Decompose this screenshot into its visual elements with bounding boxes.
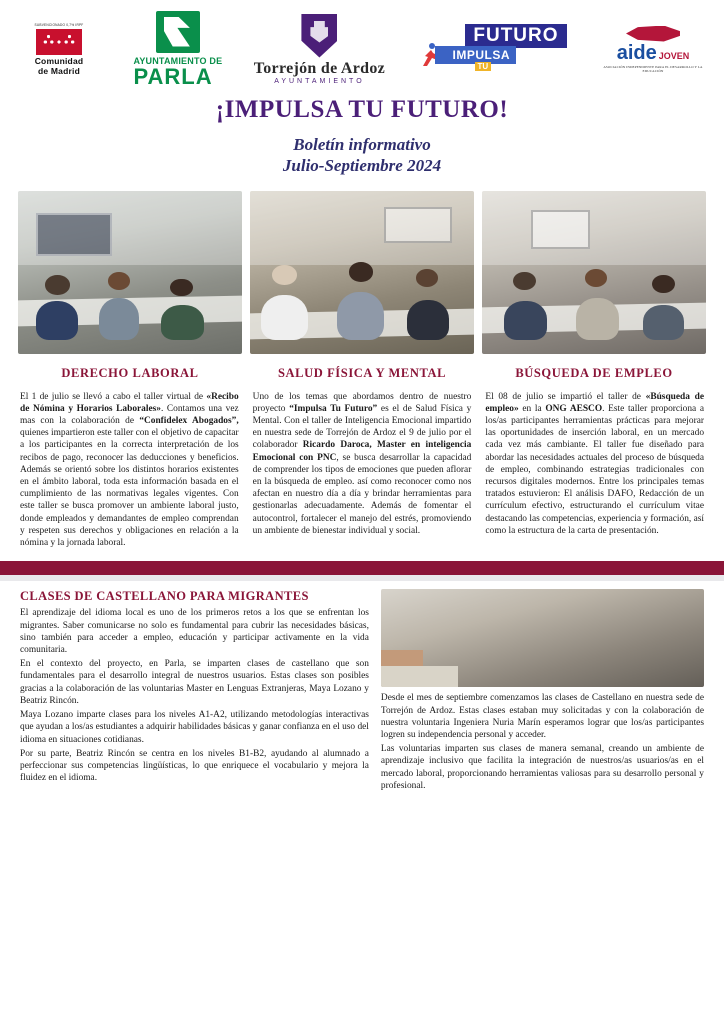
aide-joven-label: JOVEN [658,50,690,61]
madrid-flag-icon [36,29,82,55]
subtitle-line-1: Boletín informativo [293,135,431,154]
parla-label-ayuntamiento: AYUNTAMIENTO DE [133,55,223,66]
photo-busqueda-empleo [482,191,706,354]
article-body-busqueda-empleo: El 08 de julio se impartió el taller de «Búsqueda de empleo» en la ONG AESCO. Este taller proporciona a los/as participantes herramientas prácticas para mejorar las oportunidades de inserción laboral, en un mercado cada vez más cambiante. El taller fue diseñado para abordar las necesidades actuales del proceso de búsqueda de empleo, combinando estrategias tradicionales con recursos digitales modernos. Entre los principales temas tratados estuvieron: El análisis DAFO, Redacción de un currículum efectivo, estructurando el currículum vitae destacando las competencias, experiencia y formación, así como la estructura de la carta de presentación. [485,391,705,536]
bottom-right-column [381,589,704,794]
bottom-section-heading: CLASES DE CASTELLANO PARA MIGRANTES [20,589,309,604]
section-heading-derecho-laboral: DERECHO LABORAL [61,365,199,380]
photo-clase-castellano [381,589,704,687]
impulsa-impulsa-text: IMPULSA [435,46,517,64]
aide-name: aide [616,41,657,64]
section-heading-salud: SALUD FÍSICA Y MENTAL [277,365,447,380]
logo-bar [0,0,724,92]
aide-fish-icon [626,26,680,42]
photo-salud-fisica-mental [250,191,474,354]
bottom-right-paragraph-2: Las voluntarias imparten sus clases de manera semanal, creando un ambiente de aprendizaje inclusivo que facilita la integración de nuestros/as usuarios/as en el mercado laboral, proporcionando herramientas valiosas para su desarrollo personal y profesional. [380,744,704,791]
parla-label-name: PARLA [133,63,213,89]
logo-torrejon-de-ardoz [254,14,385,85]
section-headings-row [0,366,724,381]
parla-emblem-icon [156,11,200,53]
logo-impulsa-tu-futuro [417,22,567,76]
aide-subtitle: ASOCIACIÓN INDEPENDIENTE PARA EL DESARROLLO Y LA EDUCACIÓN [603,64,703,73]
photo-row [0,191,724,354]
torrejon-name: Torrejón de Ardoz [253,59,386,77]
impulsa-futuro-text: FUTURO [465,24,566,48]
photo-derecho-laboral [18,191,242,354]
page-title: ¡IMPULSA TU FUTURO! [215,96,509,123]
comunidad-name-line1: Comunidad [34,55,84,66]
impulsa-tu-text: TU [475,62,492,71]
bottom-section [0,581,724,794]
maroon-divider [0,561,724,575]
bottom-left-paragraph-4: Por su parte, Beatriz Rincón se centra en los niveles B1-B2, ayudando al alumnado a perfeccionar sus competencias lingüísticas, lo que enriquece el vocabulario y mejora la fluidez en el idioma. [20,748,369,784]
bottom-left-paragraph-2: En el contexto del proyecto, en Parla, se imparten clases de castellano que son fundamentales para el desarrollo integral de nuestros usuarios. Estas clases son posibles gracias a la colaboración de las voluntarias Master en Lenguas Extranjeras, Maya Lozano y Beatriz Rincón. [20,659,369,706]
bottom-left-column [20,589,369,794]
article-body-derecho-laboral: El 1 de julio se llevó a cabo el taller virtual de «Recibo de Nómina y Horarios Laborales». Contamos una vez mas con la colaboración de “Confidelex Abogados”, quienes impartieron este taller con el objetivo de capacitar a los participantes en la correcta interpretación de los recibos de pago, reconocer las deducciones y beneficios. Además se orientó sobre los distintos horarios existentes en el ámbito laboral, toda esta información basada en el cumplimiento de las normativas legales vigentes. Con este taller se busca promover un ambiente laboral justo, donde empleados y demandantes de empleo comprendan y respeten sus derechos y obligaciones en relación a la nómina y la jornada laboral. [20,391,239,549]
bottom-left-paragraph-1: El aprendizaje del idioma local es uno de los primeros retos a los que se enfrentan los migrantes. Saber comunicarse no solo es fundamental para cubrir las necesidades básicas, sino también para acceder a empleo, educación y participar activamente en la vida comunitaria. [20,608,369,655]
logo-aide-joven [598,26,708,73]
bottom-right-paragraph-1: Desde el mes de septiembre comenzamos las clases de Castellano en nuestra sede de Torrejón de Ardoz. Estas clases estaban muy solicitadas y con la colaboración de nuestra voluntaria Ingeniera Nuria Marín esperamos lograr que los/as participantes logren su independencia personal y acceder. [380,693,704,740]
article-body-salud: Uno de los temas que abordamos dentro de nuestro proyecto “Impulsa Tu Futuro” es el de Salud Física y Mental. Con el taller de Inteligencia Emocional impartido en nuestra sede de Torrejón de Ardoz el 9 de julio por el colaborador Ricardo Daroca, Master en inteligencia Emocional con PNC, se busca desarrollar la capacidad de comprender los tipos de emociones que pueden aflorar en la búsqueda de empleo. así como reconocer como nos afectan en nuestro día a día y brindar herramientas para gestionarlas adecuadamente. Además de fomentar el autocontrol, fortalecer el manejo del estrés, promoviendo un ambiente de bienestar individual y social. [252,391,472,536]
logo-ayuntamiento-de-parla [133,11,222,88]
comunidad-irpf-text: SUBVENCIONADO 0,7% IRPF [34,22,84,27]
bottom-left-paragraph-3: Maya Lozano imparte clases para los niveles A1-A2, utilizando metodologías interactivas que ayudan a los/as estudiantes a adquirir habilidades básicas y ganar confianza en el uso del idioma en situaciones cotidianas. [20,710,369,745]
logo-comunidad-de-madrid [16,23,102,76]
torrejon-subtitle: AYUNTAMIENTO [274,77,365,85]
article-columns [0,391,724,550]
torrejon-shield-icon [301,14,337,58]
comunidad-name-line2: de Madrid [38,65,80,76]
subtitle-line-2: Julio-Septiembre 2024 [282,156,442,176]
section-heading-busqueda-empleo: BÚSQUEDA DE EMPLEO [515,365,673,380]
